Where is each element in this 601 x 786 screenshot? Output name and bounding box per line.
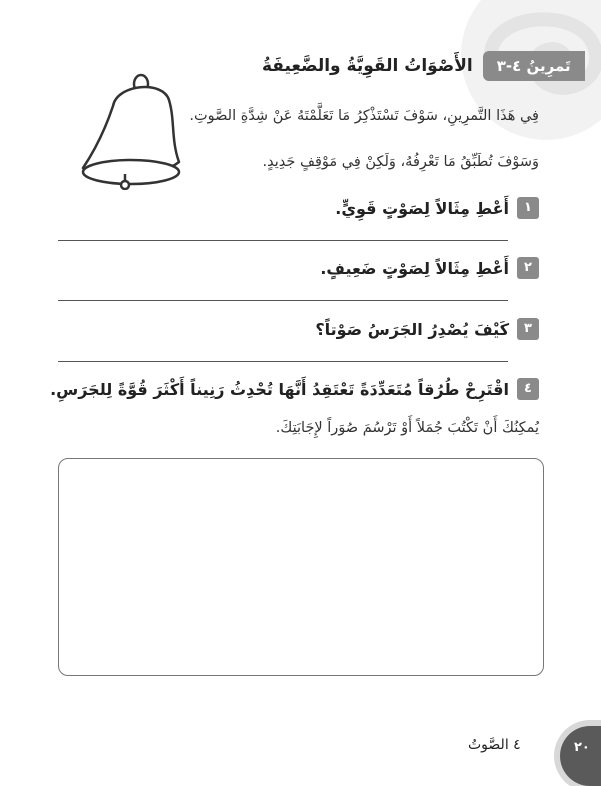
question-number: ١ xyxy=(517,197,539,219)
intro-line-2: وَسَوْفَ تُطَبِّقُ مَا تَعْرِفُهُ، وَلَكِنْ فِي مَوْقِفٍ جَدِيدٍ. xyxy=(262,154,539,170)
question-3 xyxy=(315,318,539,340)
answer-hint: يُمكِنُكَ أَنْ تَكْتُبَ جُمَلاً أَوْ تَرْسُمَ صُوَراً لإِجَابَتِكَ. xyxy=(275,420,539,436)
question-number: ٤ xyxy=(517,378,539,400)
chapter-label: ٤ الصَّوتُ xyxy=(468,737,521,753)
question-text: أَعْطِ مِثَالاً لِصَوْتٍ ضَعِيفٍ. xyxy=(320,258,509,278)
question-4 xyxy=(50,378,539,400)
exercise-title: الأَصْوَاتُ القَوِيَّةُ والضَّعِيفَةُ xyxy=(262,56,473,76)
question-number: ٣ xyxy=(517,318,539,340)
exercise-header xyxy=(262,50,585,82)
answer-line-3[interactable] xyxy=(58,361,508,362)
answer-line-1[interactable] xyxy=(58,240,508,241)
question-1 xyxy=(335,197,539,219)
question-text: أَعْطِ مِثَالاً لِصَوْتٍ قَوِيٍّ. xyxy=(335,198,509,218)
page-number-tab xyxy=(560,726,601,786)
page-number: ٢٠ xyxy=(574,740,590,755)
exercise-badge: تَمرِينُ ٤-٣ xyxy=(483,51,585,81)
answer-line-2[interactable] xyxy=(58,300,508,301)
question-text: اقْتَرِحْ طُرُقاً مُتَعَدِّدَةً تَعْتَقِدُ أَنَّهَا تُحْدِثُ رَنِيناً أَكْثَرَ قُوَّةً لِلجَرَسِ. xyxy=(50,379,509,399)
intro-line-1: فِي هَذَا التَّمرِينِ، سَوْفَ تَسْتَذْكِرُ مَا تَعَلَّمْتَهُ عَنْ شِدَّةِ الصَّوتِ. xyxy=(189,108,539,124)
question-2 xyxy=(320,257,539,279)
bell-illustration xyxy=(75,70,185,190)
question-number: ٢ xyxy=(517,257,539,279)
answer-box[interactable] xyxy=(58,458,544,676)
question-text: كَيْفَ يُصْدِرُ الجَرَسُ صَوْتاً؟ xyxy=(315,319,509,339)
